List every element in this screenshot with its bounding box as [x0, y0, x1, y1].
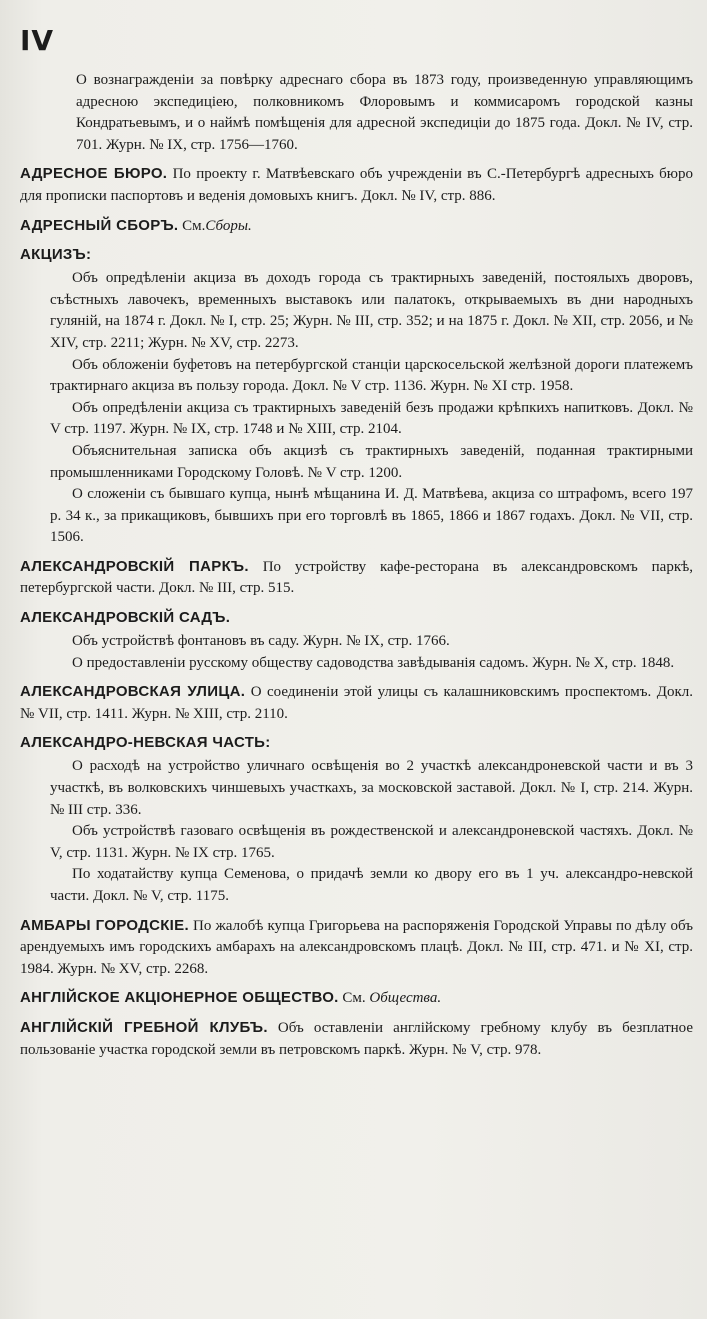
entry-heading: АЛЕКСАНДРОВСКІЙ ПАРКЪ.	[20, 557, 249, 575]
entry-subitems	[20, 268, 693, 549]
entry-aleksandrovsky-sad	[20, 607, 693, 674]
entry-text: Объ оставленіи англійскому гребному клубу въ безплатное пользованіе участка городской земли въ петровскомъ паркѣ. Журн. № V, стр. 978.	[20, 1019, 693, 1058]
entry-subitems	[20, 756, 693, 907]
subitem: Объ устройствѣ газоваго освѣщенія въ рождественской и александроневской частяхъ. Докл. № V, стр. 1131. Журн. № IX стр. 1765.	[50, 823, 693, 861]
entry-subitems	[20, 631, 693, 674]
cross-reference: Общества.	[369, 990, 442, 1007]
entry-aleksandro-nevskaya	[20, 732, 693, 907]
subitem: О расходѣ на устройство уличнаго освѣщенія во 2 участкѣ александроневской части и въ 3 участкѣ, въ волковскихъ чиншевыхъ участкахъ, за московской заставой. Докл. № I, стр. 214. Журн. № III стр. 336.	[50, 758, 693, 818]
subitem: Объяснительная записка объ акцизѣ съ трактирныхъ заведеній, поданная трактирными промышленниками Городскому Головѣ. № V стр. 1200.	[50, 442, 693, 481]
entry-heading: АНГЛІЙСКОЕ АКЦІОНЕРНОЕ ОБЩЕСТВО.	[20, 989, 339, 1007]
subitem: Объ опредѣленіи акциза съ трактирныхъ заведеній безъ продажи крѣпкихъ напитковъ. Докл. № V стр. 1197. Журн. № IX, стр. 1748 и № XIII, стр. 2104.	[50, 399, 693, 438]
entry-heading: АЛЕКСАНДРО-НЕВСКАЯ ЧАСТЬ:	[20, 734, 271, 752]
entry-ambary	[20, 915, 693, 981]
subitem: Объ обложеніи буфетовъ на петербургской станціи царскосельской желѣзной дороги платежемъ трактирнаго акциза въ пользу города. Докл. № V стр. 1136. Журн. № XI стр. 1958.	[50, 356, 693, 395]
entry-heading: АДРЕСНОЕ БЮРО.	[20, 165, 168, 183]
entry-heading: АМБАРЫ ГОРОДСКІЕ.	[20, 916, 189, 934]
entry-aleksandrovskaya-ulitsa	[20, 681, 693, 725]
subitem: Объ опредѣленіи акциза въ доходъ города съ трактирныхъ заведеній, постоялыхъ дворовъ, съѣстныхъ лавочекъ, временныхъ выставокъ или палатокъ, открываемыхъ въ дни народныхъ гуляній, на 1874 г. Докл. № I, стр. 25; Журн. № III, стр. 352; и на 1875 г. Докл. № XII, стр. 2056, и № XIV, стр. 2211; Журн. № XV, стр. 2273.	[50, 270, 693, 351]
subitem: О предоставленіи русскому обществу садоводства завѣдыванія садомъ. Журн. № X, стр. 1848.	[72, 654, 675, 671]
entry-text: См.	[182, 217, 206, 234]
page-number: IV	[20, 24, 55, 57]
entry-heading: АЛЕКСАНДРОВСКІЙ САДЪ.	[20, 609, 231, 627]
entry-heading: АЛЕКСАНДРОВСКАЯ УЛИЦА.	[20, 683, 246, 701]
entry-heading: АКЦИЗЪ:	[20, 246, 92, 264]
entry-text: См.	[342, 990, 366, 1007]
entry-aktsiz	[20, 244, 693, 549]
entry-heading: АДРЕСНЫЙ СБОРЪ.	[20, 216, 179, 234]
cross-reference: Сборы.	[205, 217, 252, 234]
entry-angl-grebnoy-klub	[20, 1017, 693, 1061]
entry-text: По жалобѣ купца Григорьева на распоряженія Городской Управы по дѣлу объ арендуемыхъ имъ городскихъ амбарахъ на александровскомъ плацѣ. Докл. № III, стр. 471. и № XI, стр. 1984. Журн. № XV, стр. 2268.	[20, 917, 694, 977]
subitem: По ходатайству купца Семенова, о придачѣ земли ко двору его въ 1 уч. александро-невской части. Докл. № V, стр. 1175.	[50, 866, 693, 904]
entry-heading: АНГЛІЙСКІЙ ГРЕБНОЙ КЛУБЪ.	[20, 1018, 268, 1036]
entry-adresnoe-byuro	[20, 163, 693, 207]
entry-aleksandrovsky-park	[20, 556, 693, 600]
entry-angl-aktsionernoe	[20, 987, 693, 1010]
entry-adresny-sbor	[20, 215, 693, 238]
subitem: О сложеніи съ бывшаго купца, нынѣ мѣщанина И. Д. Матвѣева, акциза со штрафомъ, всего 197 р. 34 к., за прикащиковъ, бывшихъ при его торговлѣ въ 1865, 1866 и 1867 годахъ. Докл. № VII, стр. 1506.	[50, 486, 693, 546]
entry-text: По устройству кафе-ресторана въ александровскомъ паркѣ, петербургской части. Докл. № III, стр. 515.	[20, 558, 694, 597]
entry-text: О соединеніи этой улицы съ калашниковскимъ проспектомъ. Докл. № VII, стр. 1411. Журн. № XIII, стр. 2110.	[20, 684, 693, 722]
subitem: Объ устройствѣ фонтановъ въ саду. Журн. № IX, стр. 1766.	[72, 633, 450, 650]
entry-text: По проекту г. Матвѣевскаго объ учрежденіи въ С.-Петербургѣ адресныхъ бюро для прописки паспортовъ и веденія домовыхъ книгъ. Докл. № IV, стр. 886.	[20, 166, 694, 204]
intro-text: О вознагражденіи за повѣрку адреснаго сбора въ 1873 году, произведенную управляющимъ адресною экспедиціею, полковникомъ Флоровымъ и коммисаромъ городской казны Кондратьевымъ, и о наймѣ помѣщенія для адресной экспедиціи до 1875 года. Докл. № IV, стр. 701. Журн. № IX, стр. 1756—1760.	[76, 72, 693, 153]
intro-entry	[20, 70, 693, 156]
